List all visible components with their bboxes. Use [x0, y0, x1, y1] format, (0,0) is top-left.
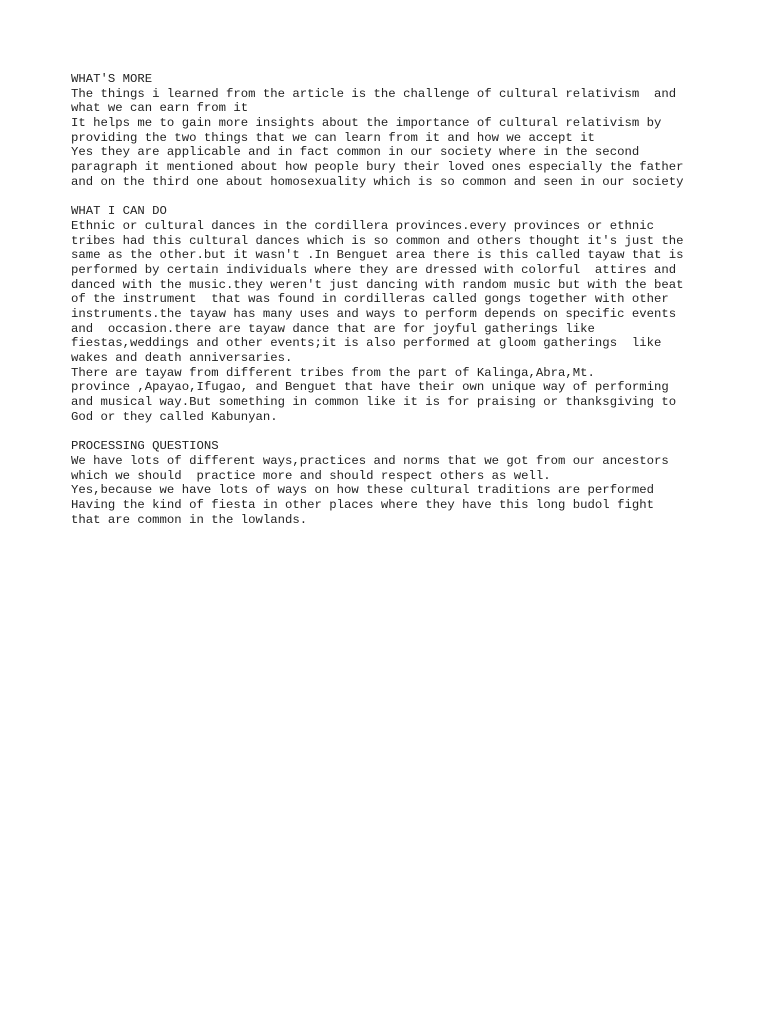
text-line: same as the other.but it wasn't .In Benguet area there is this called tayaw that is — [71, 248, 684, 263]
text-line: what we can earn from it — [71, 101, 249, 116]
text-line: We have lots of different ways,practices and norms that we got from our ancestors — [71, 453, 669, 468]
text-line: which we should practice more and should respect others as well. — [71, 468, 551, 483]
section-heading: WHAT'S MORE — [71, 72, 153, 86]
text-line: that are common in the lowlands. — [71, 512, 308, 527]
paragraph-gap — [71, 425, 711, 440]
text-line: and musical way.But something in common like it is for praising or thanksgiving to — [71, 395, 677, 410]
text-line: instruments.the tayaw has many uses and ways to perform depends on specific events — [71, 307, 677, 321]
text-line: There are tayaw from different tribes from the part of Kalinga,Abra,Mt. — [71, 365, 595, 380]
text-line: and occasion.there are tayaw dance that are for joyful gatherings like — [71, 321, 595, 336]
text-line: Yes they are applicable and in fact common in our society where in the second — [71, 145, 640, 160]
text-line: The things i learned from the article is the challenge of cultural relativism and — [71, 86, 677, 101]
text-line: Ethnic or cultural dances in the cordillera provinces.every provinces or ethnic — [71, 218, 654, 233]
section-whats-more — [71, 72, 711, 190]
text-line: and on the third one about homosexuality which is so common and seen in our society — [71, 174, 684, 189]
text-line: paragraph it mentioned about how people bury their loved ones especially the father — [71, 160, 684, 175]
text-line: performed by certain individuals where they are dressed with colorful attires and — [71, 262, 677, 277]
text-line: fiestas,weddings and other events;it is also performed at gloom gatherings like — [71, 336, 662, 351]
text-line: God or they called Kabunyan. — [71, 409, 278, 424]
text-line: danced with the music.they weren't just dancing with random music but with the beat — [71, 277, 684, 292]
text-line: Having the kind of fiesta in other places where they have this long budol fight — [71, 497, 654, 512]
text-line: providing the two things that we can learn from it and how we accept it — [71, 130, 595, 145]
paragraph-gap — [71, 190, 711, 205]
text-line: Yes,because we have lots of ways on how these cultural traditions are performed — [71, 483, 654, 498]
text-line: of the instrument that was found in cordilleras called gongs together with other — [71, 292, 669, 307]
section-heading: WHAT I CAN DO — [71, 204, 167, 219]
text-line: province ,Apayao,Ifugao, and Benguet that have their own unique way of performing — [71, 380, 669, 395]
text-line: wakes and death anniversaries. — [71, 351, 293, 366]
section-heading: PROCESSING QUESTIONS — [71, 439, 219, 454]
section-what-i-can-do — [71, 204, 711, 424]
text-line: It helps me to gain more insights about the importance of cultural relativism by — [71, 116, 662, 131]
document-body — [71, 72, 711, 527]
section-processing-questions — [71, 439, 711, 527]
text-line: tribes had this cultural dances which is so common and others thought it's just the — [71, 233, 684, 248]
